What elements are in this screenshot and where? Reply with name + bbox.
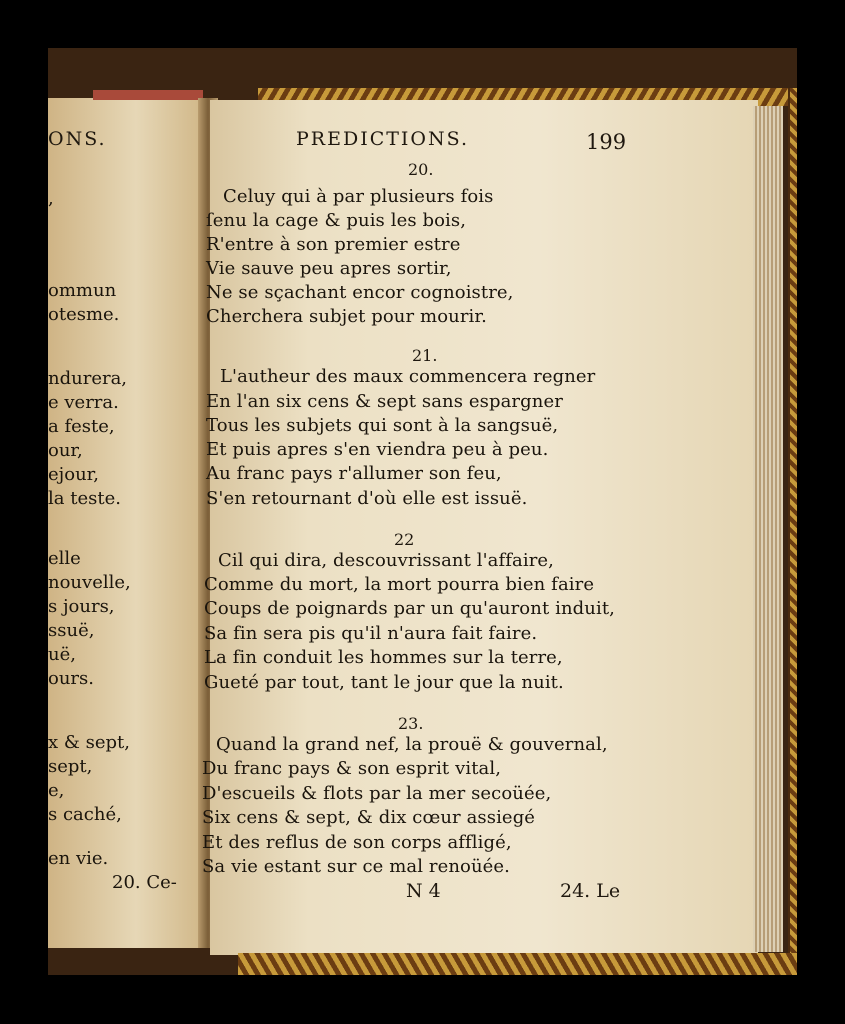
left-line: x & sept, bbox=[48, 732, 130, 753]
running-title: PREDICTIONS. bbox=[296, 128, 469, 150]
left-line: ssuë, bbox=[48, 620, 95, 641]
verse-line: Cil qui dira, descouvrissant l'affaire, bbox=[218, 550, 554, 571]
page-fore-edge bbox=[753, 106, 783, 952]
verse-line: Cherchera subjet pour mourir. bbox=[206, 306, 487, 327]
left-line: nouvelle, bbox=[48, 572, 131, 593]
left-line: our, bbox=[48, 440, 83, 461]
verse-line: Au franc pays r'allumer son feu, bbox=[206, 463, 502, 484]
left-line: ndurera, bbox=[48, 368, 128, 389]
book-photo bbox=[48, 48, 797, 975]
verse-line: R'entre à son premier estre bbox=[206, 234, 461, 255]
verse-line: S'en retournant d'où elle est issuë. bbox=[206, 488, 528, 509]
verse-line: Et puis apres s'en viendra peu à peu. bbox=[206, 439, 549, 460]
left-line: la teste. bbox=[48, 488, 121, 509]
verse-line: Sa vie estant sur ce mal renoüée. bbox=[202, 856, 510, 877]
verse-line: Ne se sçachant encor cognoistre, bbox=[206, 282, 514, 303]
gilt-cover-edge bbox=[788, 88, 797, 968]
left-header: ONS. bbox=[48, 128, 107, 150]
verse-line: D'escueils & flots par la mer secoüée, bbox=[202, 783, 552, 804]
left-line: otesme. bbox=[48, 304, 120, 325]
verse-line: Gueté par tout, tant le jour que la nuit. bbox=[204, 672, 564, 693]
verse-line: Vie sauve peu apres sortir, bbox=[206, 258, 452, 279]
verse-line: ſenu la cage & puis les bois, bbox=[206, 210, 467, 231]
verse-line: Et des reflus de son corps affligé, bbox=[202, 832, 512, 853]
left-line: ours. bbox=[48, 668, 94, 689]
left-line: a feste, bbox=[48, 416, 115, 437]
stanza-number: 20. bbox=[408, 160, 434, 179]
left-line: s jours, bbox=[48, 596, 115, 617]
left-line: ejour, bbox=[48, 464, 100, 485]
headband bbox=[93, 90, 203, 100]
verse-line: Comme du mort, la mort pourra bien faire bbox=[204, 574, 595, 595]
left-line: e verra. bbox=[48, 392, 119, 413]
left-line: sept, bbox=[48, 756, 93, 777]
left-line: ommun bbox=[48, 280, 117, 301]
gilt-bottom-edge bbox=[238, 953, 797, 975]
verse-line: Six cens & sept, & dix cœur assiegé bbox=[202, 807, 536, 828]
left-line: en vie. bbox=[48, 848, 109, 869]
stanza-number: 21. bbox=[412, 346, 438, 365]
verse-line: En l'an six cens & sept sans espargner bbox=[206, 391, 563, 412]
left-line: uë, bbox=[48, 644, 76, 665]
stanza-number: 23. bbox=[398, 714, 424, 733]
left-catchword: 20. Ce- bbox=[112, 872, 177, 893]
verse-line: Coups de poignards par un qu'auront induit, bbox=[204, 598, 615, 619]
verse-line: La fin conduit les hommes sur la terre, bbox=[204, 647, 563, 668]
stanza-number: 22 bbox=[394, 530, 415, 549]
verse-line: Sa fin sera pis qu'il n'aura fait faire. bbox=[204, 623, 538, 644]
verse-line: Tous les subjets qui sont à la sangsuë, bbox=[206, 415, 559, 436]
verse-line: Du franc pays & son esprit vital, bbox=[202, 758, 502, 779]
verse-line: L'autheur des maux commencera regner bbox=[220, 366, 596, 387]
left-line: elle bbox=[48, 548, 81, 569]
page-number: 199 bbox=[586, 130, 627, 154]
left-line: , bbox=[48, 188, 54, 209]
left-line: s caché, bbox=[48, 804, 122, 825]
verse-line: Celuy qui à par plusieurs fois bbox=[223, 186, 494, 207]
catchword: 24. Le bbox=[560, 880, 621, 902]
left-line: e, bbox=[48, 780, 65, 801]
verse-line: Quand la grand nef, la prouë & gouvernal, bbox=[216, 734, 608, 755]
signature-mark: N 4 bbox=[406, 880, 441, 902]
